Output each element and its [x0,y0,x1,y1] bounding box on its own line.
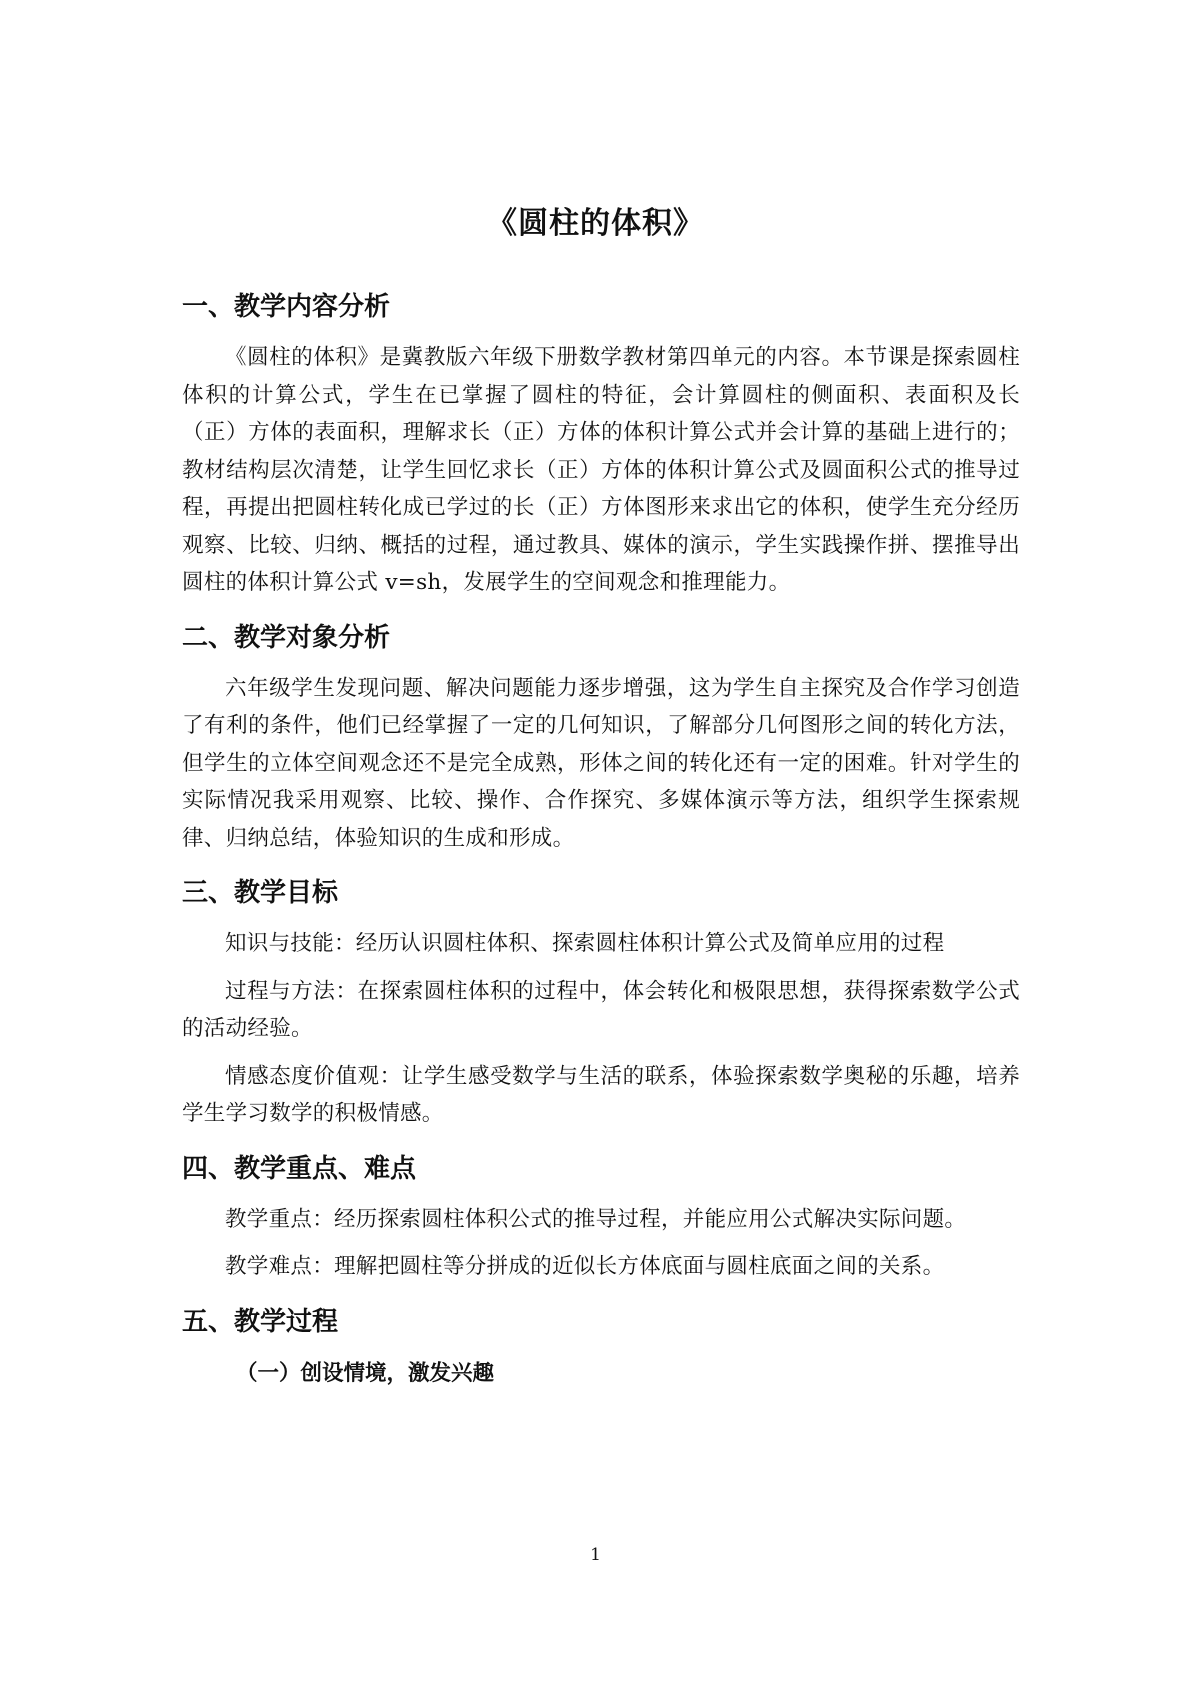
section-heading-teaching-process: 五、教学过程 [182,1306,339,1337]
section-paragraph: 《圆柱的体积》是冀教版六年级下册数学教材第四单元的内容。本节课是探索圆柱体积的计算公式，学生在已掌握了圆柱的特征，会计算圆柱的侧面积、表面积及长（正）方体的表面积，理解求长（正）方体的体积计算公式并会计算的基础上进行的；教材结构层次清楚，让学生回忆求长（正）方体的体积计算公式及圆面积公式的推导过程，再提出把圆柱转化成已学过的长（正）方体图形来求出它的体积，使学生充分经历观察、比较、归纳、概括的过程，通过教具、媒体的演示，学生实践操作拼、摆推导出圆柱的体积计算公式 v=sh，发展学生的空间观念和推理能力。 [182,345,1020,595]
document-body [182,285,1020,1394]
key-point-paragraph: 教学重点：经历探索圆柱体积公式的推导过程，并能应用公式解决实际问题。 [225,1206,967,1232]
document-title: 《圆柱的体积》 [487,206,704,241]
subsection-heading: （一）创设情境，激发兴趣 [236,1360,495,1386]
section-heading-student-analysis: 二、教学对象分析 [182,622,391,653]
section-heading-content-analysis: 一、教学内容分析 [182,292,391,322]
section-heading-key-points: 四、教学重点、难点 [182,1153,417,1184]
section-paragraph: 六年级学生发现问题、解决问题能力逐步增强，这为学生自主探究及合作学习创造了有利的条件，他们已经掌握了一定的几何知识，了解部分几何图形之间的转化方法，但学生的立体空间观念还不是完全成熟，形体之间的转化还有一定的困难。针对学生的实际情况我采用观察、比较、操作、合作探究、多媒体演示等方法，组织学生探索规律、归纳总结，体验知识的生成和形成。 [182,675,1020,851]
difficult-point-paragraph: 教学难点：理解把圆柱等分拼成的近似长方体底面与圆柱底面之间的关系。 [225,1254,945,1279]
page-number: 1 [590,1545,601,1565]
section-heading-objectives: 三、教学目标 [182,878,339,908]
objective-attitudes-values: 情感态度价值观：让学生感受数学与生活的联系，体验探索数学奥秘的乐趣，培养学生学习数学的积极情感。 [182,1063,1020,1126]
objective-process-methods: 过程与方法：在探索圆柱体积的过程中，体会转化和极限思想，获得探索数学公式的活动经验。 [182,978,1020,1041]
objective-knowledge-skills: 知识与技能：经历认识圆柱体积、探索圆柱体积计算公式及简单应用的过程 [225,931,945,956]
